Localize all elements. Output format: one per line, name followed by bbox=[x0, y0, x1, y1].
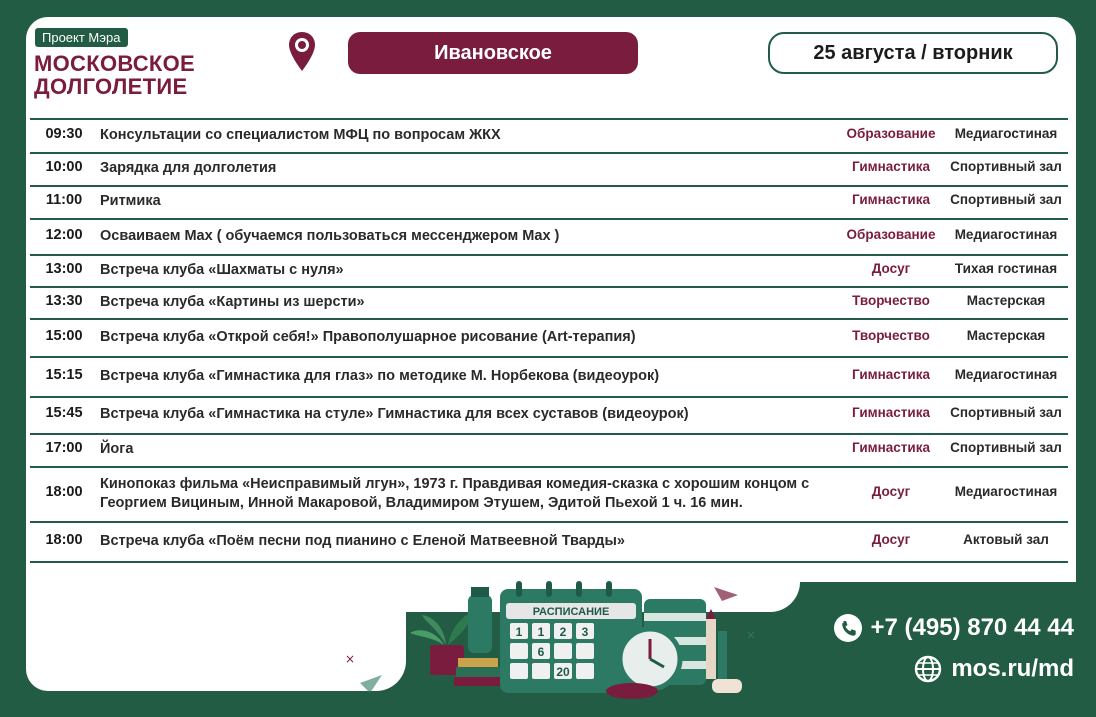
event-category: Гимнастика bbox=[852, 405, 930, 420]
project-badge: Проект Мэра bbox=[35, 28, 128, 47]
schedule-row bbox=[30, 435, 1068, 468]
schedule-row bbox=[30, 220, 1068, 256]
schedule-row bbox=[30, 398, 1068, 435]
schedule-row bbox=[30, 154, 1068, 187]
event-category: Творчество bbox=[852, 292, 930, 308]
event-title: Консультации со специалистом МФЦ по вопросам ЖКХ bbox=[100, 126, 501, 143]
event-time: 11:00 bbox=[45, 192, 83, 208]
event-time: 13:30 bbox=[45, 292, 83, 309]
event-title: Йога bbox=[100, 441, 134, 457]
event-title: Встреча клуба «Картины из шерсти» bbox=[100, 293, 365, 310]
event-category: Творчество bbox=[852, 327, 930, 343]
event-room: Медиагостиная bbox=[954, 125, 1058, 141]
event-title: Встреча клуба «Гимнастика для глаз» по методике М. Норбекова (видеоурок) bbox=[100, 367, 660, 384]
logo bbox=[34, 52, 195, 98]
event-time: 17:00 bbox=[45, 440, 83, 456]
event-room: Тихая гостиная bbox=[954, 260, 1058, 276]
event-category: Образование bbox=[846, 125, 936, 141]
event-time: 13:00 bbox=[45, 260, 83, 277]
schedule-row bbox=[30, 358, 1068, 398]
event-time: 12:00 bbox=[45, 226, 83, 243]
phone-number: +7 (495) 870 44 44 bbox=[870, 614, 1074, 641]
calendar-number: 6 bbox=[537, 645, 545, 659]
schedule-row bbox=[30, 320, 1068, 358]
event-category: Гимнастика bbox=[852, 159, 930, 174]
schedule-row bbox=[30, 256, 1068, 288]
event-category: Досуг bbox=[871, 531, 911, 547]
svg-text:×: × bbox=[345, 652, 356, 666]
schedule-row bbox=[30, 288, 1068, 320]
district-label: Ивановское bbox=[348, 32, 638, 74]
calendar-number: 1 bbox=[537, 625, 545, 639]
event-room: Медиагостиная bbox=[954, 366, 1058, 382]
event-time: 15:45 bbox=[45, 405, 83, 421]
event-room: Спортивный зал bbox=[950, 405, 1062, 420]
calendar-number: 2 bbox=[559, 625, 567, 639]
logo-line-2: ДОЛГОЛЕТИЕ bbox=[34, 74, 188, 99]
location-pin-icon bbox=[287, 31, 317, 73]
event-room: Мастерская bbox=[966, 292, 1046, 308]
calendar-number: 3 bbox=[581, 625, 589, 639]
schedule-row bbox=[30, 120, 1068, 154]
event-title: Кинопоказ фильма «Неисправимый лгун», 1973 г. Правдивая комедия-сказка с хорошим концом с Георгием Вициным, Инной Макаровой, Владимиром Этушем, Эдитой Пьехой 1 ч. 16 мин. bbox=[100, 475, 810, 511]
calendar-label: РАСПИСАНИЕ bbox=[532, 606, 610, 618]
event-room: Медиагостиная bbox=[954, 226, 1058, 242]
event-title: Ритмика bbox=[100, 193, 161, 209]
calendar-number: 1 bbox=[515, 625, 523, 639]
event-room: Спортивный зал bbox=[950, 440, 1062, 455]
phone-icon bbox=[833, 613, 863, 643]
event-category: Досуг bbox=[871, 484, 911, 499]
date-label: 25 августа / вторник bbox=[768, 32, 1058, 74]
schedule-row bbox=[30, 523, 1068, 563]
event-category: Гимнастика bbox=[852, 192, 930, 207]
event-room: Медиагостиная bbox=[954, 484, 1058, 499]
schedule-table bbox=[30, 118, 1068, 563]
event-room: Спортивный зал bbox=[950, 159, 1062, 174]
globe-icon bbox=[913, 654, 943, 684]
event-room: Мастерская bbox=[966, 327, 1046, 343]
calendar-number: 20 bbox=[556, 665, 570, 679]
event-title: Осваиваем Max ( обучаемся пользоваться мессенджером Max ) bbox=[100, 227, 560, 244]
logo-line-1: МОСКОВСКОЕ bbox=[34, 51, 196, 76]
event-room: Актовый зал bbox=[963, 531, 1049, 547]
website-contact bbox=[913, 654, 1074, 684]
event-title: Встреча клуба «Поём песни под пианино с Еленой Матвеевной Тварды» bbox=[100, 532, 625, 549]
event-time: 15:15 bbox=[45, 366, 83, 383]
event-title: Зарядка для долголетия bbox=[100, 160, 277, 176]
svg-text:×: × bbox=[746, 628, 757, 642]
event-time: 18:00 bbox=[45, 484, 83, 500]
event-title: Встреча клуба «Шахматы с нуля» bbox=[100, 261, 344, 278]
phone-contact bbox=[833, 613, 1075, 643]
website-link[interactable]: mos.ru/md bbox=[951, 655, 1074, 682]
event-category: Образование bbox=[846, 226, 936, 242]
schedule-row bbox=[30, 468, 1068, 523]
event-room: Спортивный зал bbox=[950, 192, 1062, 207]
schedule-row bbox=[30, 187, 1068, 220]
event-time: 10:00 bbox=[45, 159, 83, 175]
event-time: 18:00 bbox=[45, 531, 83, 548]
calendar-illustration bbox=[340, 567, 760, 699]
event-title: Встреча клуба «Гимнастика на стуле» Гимнастика для всех суставов (видеоурок) bbox=[100, 406, 689, 422]
event-category: Досуг bbox=[871, 260, 911, 276]
event-category: Гимнастика bbox=[852, 440, 930, 455]
event-title: Встреча клуба «Открой себя!» Правополушарное рисование (Art-терапия) bbox=[100, 328, 636, 345]
event-category: Гимнастика bbox=[852, 366, 930, 382]
event-time: 15:00 bbox=[45, 327, 83, 344]
event-time: 09:30 bbox=[45, 125, 83, 142]
